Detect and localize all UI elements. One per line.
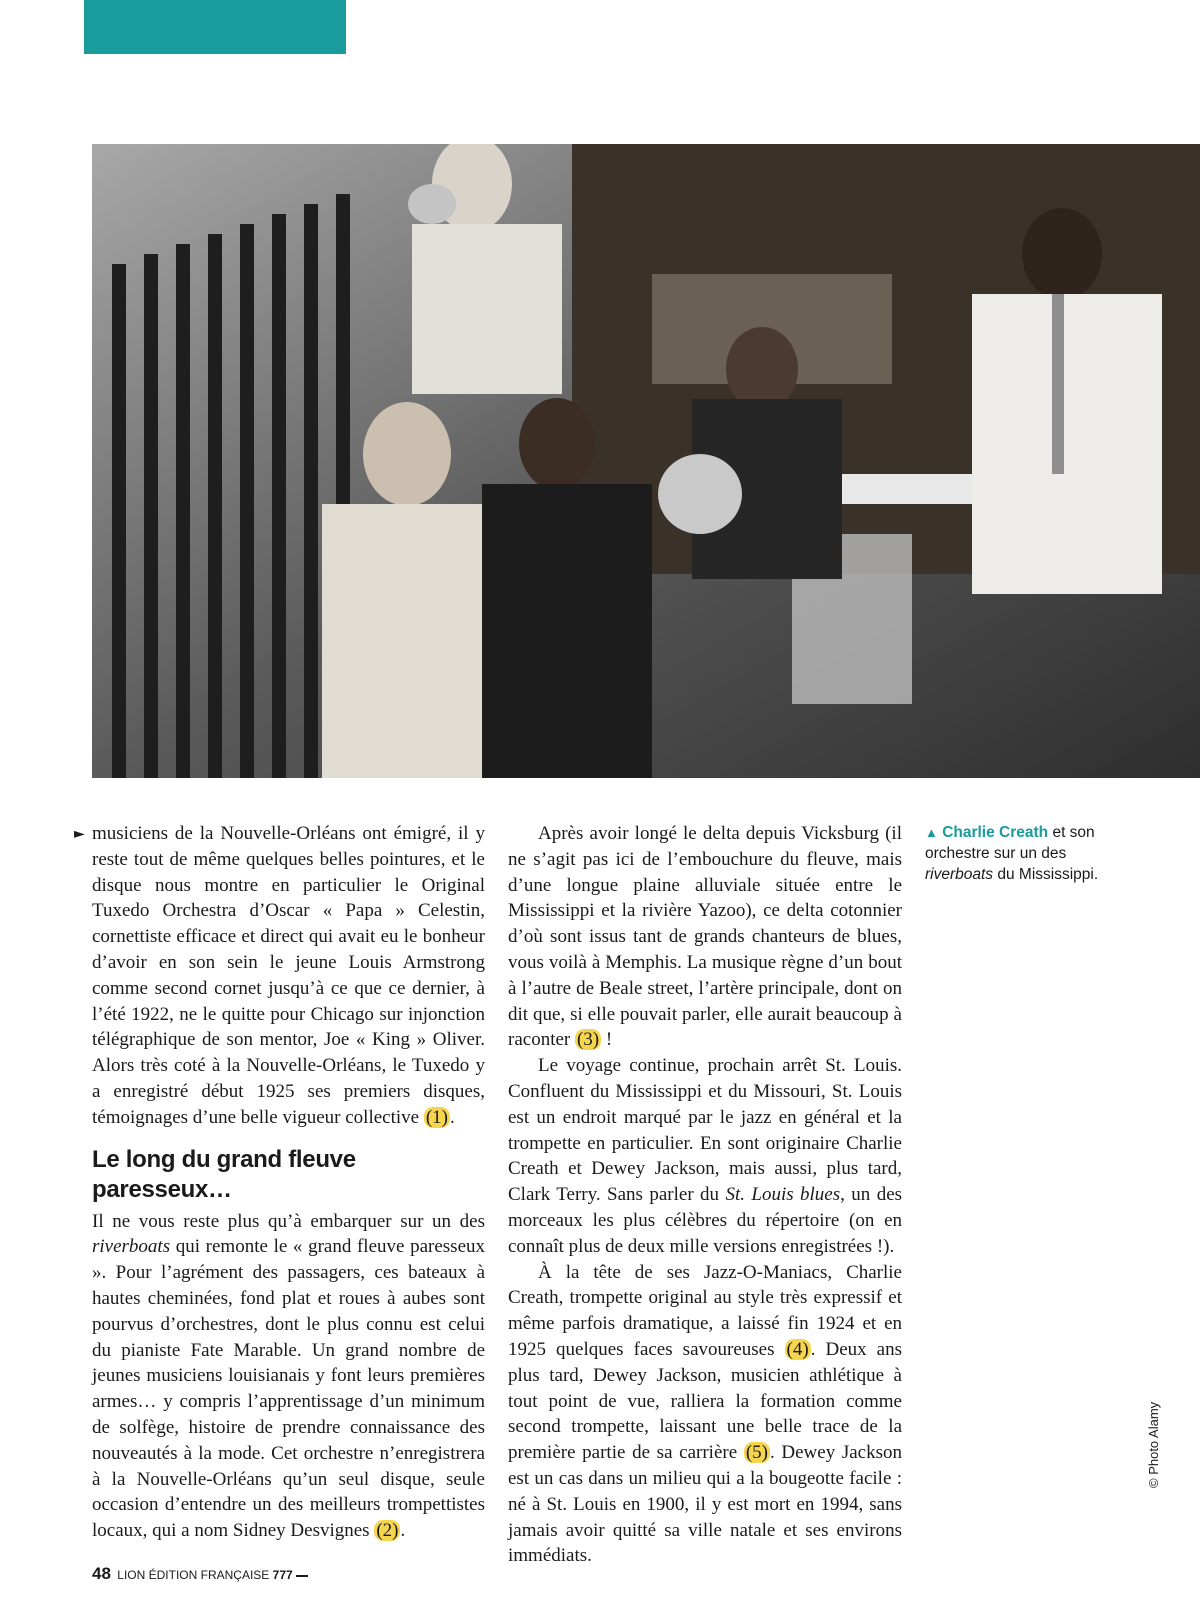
magazine-name: LION ÉDITION FRANÇAISE <box>117 1568 270 1582</box>
section-heading: Le long du grand fleuve paresseux… <box>92 1145 356 1203</box>
footnote-ref-3: (3) <box>576 1029 600 1051</box>
footer-rule <box>296 1575 308 1577</box>
footnote-ref-5: (5) <box>745 1442 768 1464</box>
paragraph: musiciens de la Nouvelle-Orléans ont émigré, il y reste tout de même quelques belles pointures, et le disque nous montre en particulier le Original Tuxedo Orchestra d’Oscar « Papa » Celestin, cornettiste efficace et direct qui avait eu le bonheur d’avoir en son sein le jeune Louis Armstrong comme second cornet jusqu’à ce que ce dernier, à l’été 1922, ne le quitte pour Chicago sur injonction télégraphique de son mentor, Joe « King » Oliver. Alors très coté à la Nouvelle-Orléans, le Tuxedo y a enregistré début 1925 ses premiers disques, témoignages d’une belle vigueur collective (1) . <box>92 823 485 1128</box>
band-photo <box>92 144 1200 778</box>
paragraph: Il ne vous reste plus qu’à embarquer sur un des riverboats qui remonte le « grand fleuve paresseux ». Pour l’agrément des passagers, ces bateaux à hautes cheminées, fond plat et roues à aubes sont pourvus d’orchestres, dont le plus connu est celui du pianiste Fate Marable. Un grand nombre de jeunes musiciens louisianais y font leurs premières armes… y compris l’apprentissage d’un minimum de solfège, histoire de prendre connaissance des nouveautés à la mode. Cet orchestre n’enregistrera à la Nouvelle-Orléans qu’un seul disque, seule occasion d’entendre un des meilleurs trompettistes locaux, qui a nom Sidney Desvignes (2) . <box>92 1210 485 1542</box>
footnote-ref-1: (1) <box>425 1106 449 1128</box>
photo-caption: ▲ Charlie Creath et son orchestre sur un des riverboats du Mississippi. <box>925 824 1099 883</box>
article-column-1 <box>74 821 485 1544</box>
continued-arrow-icon: ► <box>74 826 85 842</box>
caption-triangle-icon: ▲ <box>925 825 938 840</box>
paragraph: Après avoir longé le delta depuis Vicksburg (il ne s’agit pas ici de l’embouchure du fleuve, mais d’une longue plaine alluviale située entre le Mississippi et la rivière Yazoo), ce delta cotonnier d’où sont issus tant de grands chanteurs de blues, vous voilà à Memphis. La musique règne d’un bout à l’autre de Beale street, l’artère principale, dont on dit que, si elle pouvait parler, elle aurait beaucoup à raconter (3) ! <box>508 823 902 1051</box>
paragraph: À la tête de ses Jazz-O-Maniacs, Charlie Creath, trompette original au style très expressif et même parfois dramatique, a laissé fin 1924 et en 1925 quelques faces savoureuses (4) . Deux ans plus tard, Dewey Jackson, musicien athlétique à tout point de vue, ralliera la formation comme second trompette, laissant une belle trace de la première partie de sa carrière (5) . Dewey Jackson est un cas dans un milieu qui a la bougeotte facile : né à St. Louis en 1900, il y est mort en 1994, sans jamais avoir quitté sa ville natale et ses environs immédiats. <box>508 1261 903 1567</box>
page-number: 48 <box>92 1564 111 1583</box>
issue-number: 777 <box>272 1568 293 1582</box>
photo-credit: © Photo Alamy <box>1146 1401 1161 1488</box>
footnote-ref-2: (2) <box>376 1520 399 1542</box>
article-column-2 <box>508 821 902 1569</box>
header-accent-bar <box>84 0 346 54</box>
paragraph: Le voyage continue, prochain arrêt St. Louis. Confluent du Mississippi et du Missouri, St. Louis est un endroit marqué par le jazz en général et la trompette en particulier. En sont originaire Charlie Creath et Dewey Jackson, mais aussi, plus tard, Clark Terry. Sans parler du St. Louis blues, un des morceaux les plus célèbres du répertoire (on en connaît plus de deux mille versions enregistrées !). <box>508 1055 903 1257</box>
footnote-ref-4: (4) <box>786 1338 809 1360</box>
page-footer <box>92 1564 308 1584</box>
